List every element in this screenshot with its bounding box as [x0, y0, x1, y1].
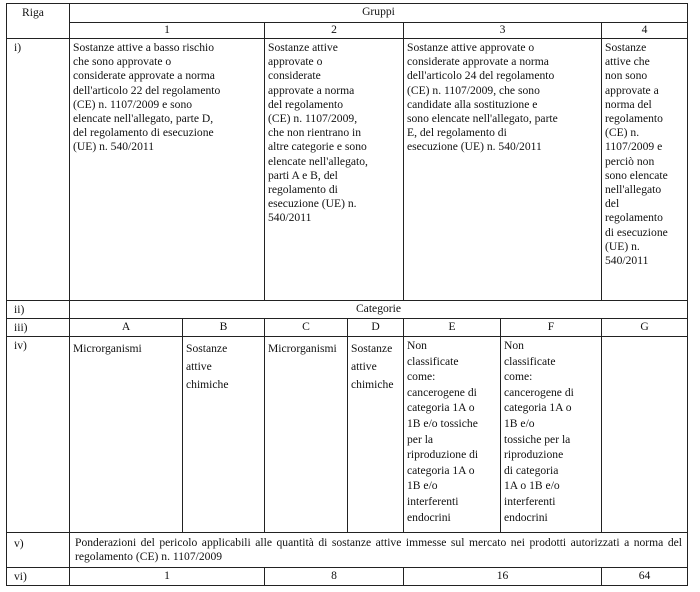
group3-description: Sostanze attive approvate o considerate approvate a norma dell'articolo 24 del regolamento (CE) n. 1107/2009, che sono candidate alla sostituzione e sono elencate nell'allegato, parte E, del regolamento di esecuzione (UE) n. 540/2011: [407, 41, 558, 154]
group1-description: Sostanze attive a basso rischio che sono approvate o considerate approvate a norma dell'articolo 22 del regolamento (CE) n. 1107/2009 e sono elencate nell'allegato, parte D, del regolamento di esecuzione (UE) n. 540/2011: [73, 41, 221, 154]
category-e-description: Non classificate come: cancerogene di categoria 1A o 1B e/o tossiche per la riproduzione di categoria 1A o 1B e/o interferenti endocrini: [407, 339, 479, 524]
group2-description: Sostanze attive approvate o considerate approvate a norma del regolamento (CE) n. 1107/2009, che non rientrano in altre categorie e sono elencate nell'allegato, parti A e B, del regolamento di esecuzione (UE) n. 540/2011: [268, 41, 368, 225]
category-a-description: Microrganismi: [73, 342, 142, 355]
category-b-description: Sostanze attive chimiche: [186, 342, 229, 391]
riga-header: Riga: [22, 6, 44, 19]
category-e: E: [448, 320, 456, 333]
group-number-3: 3: [499, 23, 506, 36]
grid-line: [687, 3, 688, 586]
group-number-2: 2: [331, 23, 337, 36]
category-g: G: [640, 320, 649, 333]
category-f: F: [547, 320, 555, 333]
weight-group-3: 16: [496, 569, 509, 582]
group4-description: Sostanze attive che non sono approvate a norma del regolamento (CE) n. 1107/2009 e perciò non sono elencate nell'allegato del regolamento di esecuzione (UE) n. 540/2011: [605, 41, 668, 268]
category-d-description: Sostanze attive chimiche: [351, 342, 394, 391]
weight-group-2: 8: [331, 569, 337, 582]
row-label-v: v): [14, 537, 24, 550]
weight-group-1: 1: [164, 569, 170, 582]
weight-group-4: 64: [638, 569, 651, 582]
categorie-label: Categorie: [355, 302, 402, 315]
category-a: A: [121, 320, 131, 333]
row-label-vi: vi): [14, 570, 27, 583]
grid-line: [6, 300, 688, 301]
category-g-description: [602, 337, 687, 532]
category-c-description: Microrganismi: [268, 342, 337, 355]
hazard-weighting-description: Ponderazioni del pericolo applicabili alle quantità di sostanze attive immesse sul mercato nei prodotti autorizzati a norma del regolamento (CE) n. 1107/2009: [75, 536, 682, 564]
grid-line: [6, 585, 688, 586]
row-label-ii: ii): [14, 303, 25, 316]
grid-line: [6, 567, 688, 568]
row-label-i: i): [14, 41, 22, 54]
gruppi-header: Gruppi: [362, 5, 395, 18]
grid-line: [6, 3, 7, 586]
category-d: D: [371, 320, 380, 333]
group-number-4: 4: [641, 23, 648, 36]
category-f-description: Non classificate come: cancerogene di categoria 1A o 1B e/o tossiche per la riproduzione di categoria 1A o 1B e/o interferenti endocrini: [504, 339, 574, 524]
row-label-iv: iv): [14, 339, 27, 352]
grid-line: [6, 3, 688, 4]
category-c: C: [302, 320, 310, 333]
group-number-1: 1: [164, 23, 170, 36]
row-label-iii: iii): [14, 321, 28, 334]
category-b: B: [219, 320, 228, 333]
